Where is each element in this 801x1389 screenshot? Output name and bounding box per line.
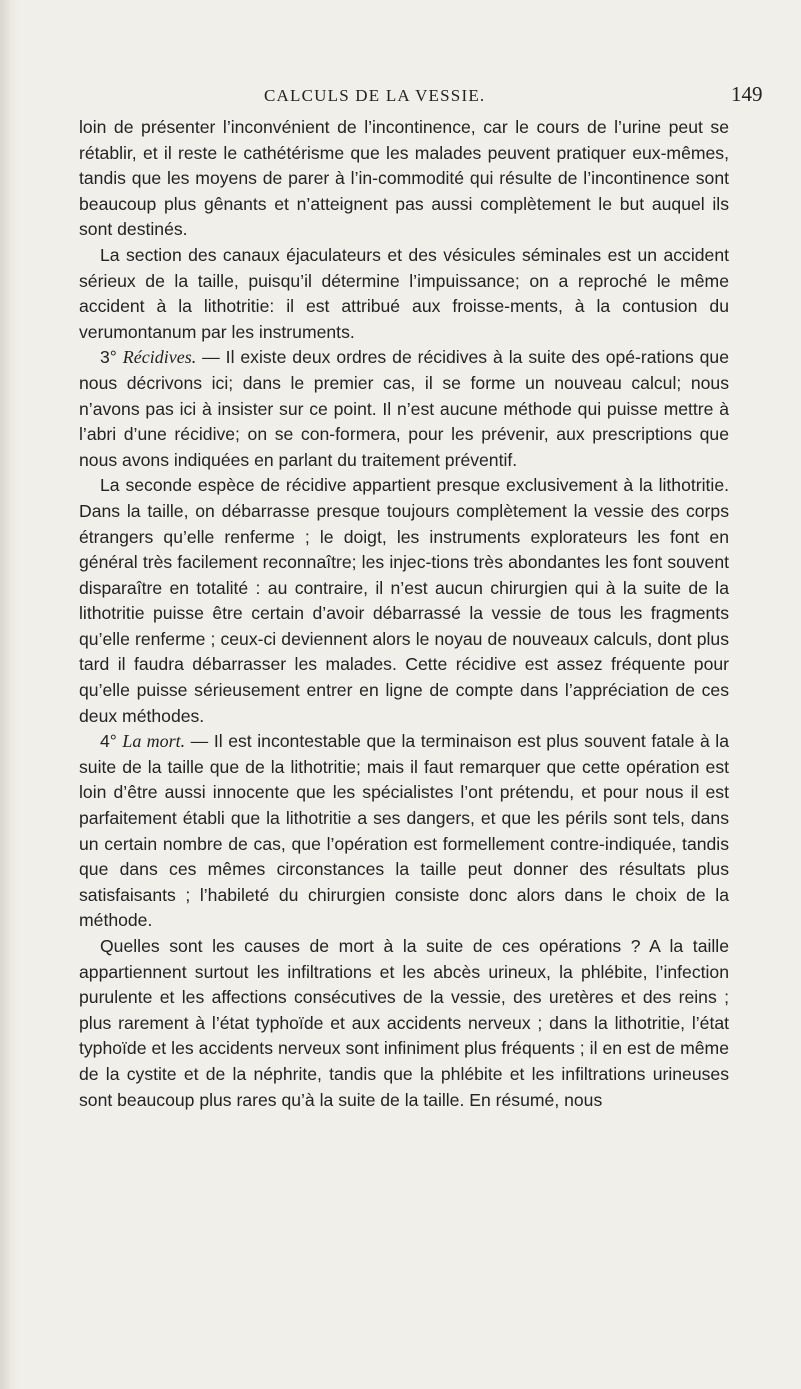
page-gutter-shadow bbox=[0, 0, 18, 1389]
page-header bbox=[0, 82, 801, 112]
paragraph-incontinence: loin de présenter l’inconvénient de l’incontinence, car le cours de l’urine peut se rétablir, et il reste le cathétérisme que les malades peuvent pratiquer eux-mêmes, tandis que les moyens de parer à l’in-commodité qui résulte de l’incontinence sont beaucoup plus gênants et n’atteignent pas aussi complètement le but auquel ils sont destinés. bbox=[79, 117, 729, 240]
paragraph-la-mort-text: — Il est incontestable que la terminaison est plus souvent fatale à la suite de la taille que de la lithotritie; mais il faut remarquer que cette opération est loin d’être aussi innocente que les spécialistes l’ont prétendu, et pour nous il est parfaitement établi que la lithotritie a ses dangers, et que les périls sont tels, dans un certain nombre de cas, que l’opération est formellement contre-indiquée, tandis que dans ces mêmes circonstances la taille peut donner des résultats plus satisfaisants ; l’habileté du chirurgien consiste donc alors dans le choix de la méthode. bbox=[79, 731, 729, 931]
paragraph-recidives-text: — Il existe deux ordres de récidives à la suite des opé-rations que nous décrivons ici; dans le premier cas, il se forme un nouveau calcul; nous n’avons pas ici à insister sur ce point. Il n’est aucune méthode qui puisse mettre à l’abri d’une récidive; on se con-formera, pour les prévenir, aux prescriptions que nous avons indiquées en parlant du traitement préventif. bbox=[79, 347, 730, 470]
section-number-3: 3° bbox=[100, 347, 117, 368]
paragraph-section-canaux: La section des canaux éjaculateurs et des vésicules séminales est un accident sérieux de la taille, puisqu’il détermine l’impuissance; on a reproché le même accident à la lithotritie: il est attribué aux froisse-ments, à la contusion du verumontanum par les instruments. bbox=[79, 244, 729, 342]
paragraph-recidives bbox=[79, 345, 729, 473]
paragraph-la-mort bbox=[79, 729, 729, 934]
section-heading-la-mort: La mort. bbox=[122, 731, 186, 752]
section-number-4: 4° bbox=[100, 731, 117, 752]
page-number: 149 bbox=[731, 82, 763, 106]
paragraph-seconde-espece: La seconde espèce de récidive appartient presque exclusivement à la lithotritie. Dans la taille, on débarrasse presque toujours complètement la vessie des corps étrangers qu’elle renferme ; le doigt, les instruments explorateurs les font en général très facilement reconnaître; les injec-tions très abondantes les font souvent disparaître en totalité : au contraire, il n’est aucun chirurgien qui à la suite de la lithotritie puisse être certain d’avoir débarrassé la vessie de tous les fragments qu’elle renferme ; ceux-ci deviennent alors le noyau de nouveaux calculs, dont plus tard il faudra débarrasser les malades. Cette récidive est assez fréquente pour qu’elle puisse sérieusement entrer en ligne de compte dans l’appréciation de ces deux méthodes. bbox=[79, 475, 729, 726]
running-head: CALCULS DE LA VESSIE. bbox=[264, 86, 486, 105]
body-text bbox=[79, 115, 729, 1113]
section-heading-recidives: Récidives. bbox=[122, 347, 197, 368]
paragraph-causes-de-mort: Quelles sont les causes de mort à la suite de ces opérations ? A la taille appartiennent surtout les infiltrations et les abcès urineux, la phlébite, l’infection purulente et les affections consécutives de la vessie, des uretères et des reins ; plus rarement à l’état typhoïde et aux accidents nerveux ; dans la lithotritie, l’état typhoïde et les accidents nerveux sont infiniment plus fréquents ; il en est de même de la cystite et de la néphrite, tandis que la phlébite et les infiltrations urineuses sont beaucoup plus rares qu’à la suite de la taille. En résumé, nous bbox=[79, 936, 729, 1110]
